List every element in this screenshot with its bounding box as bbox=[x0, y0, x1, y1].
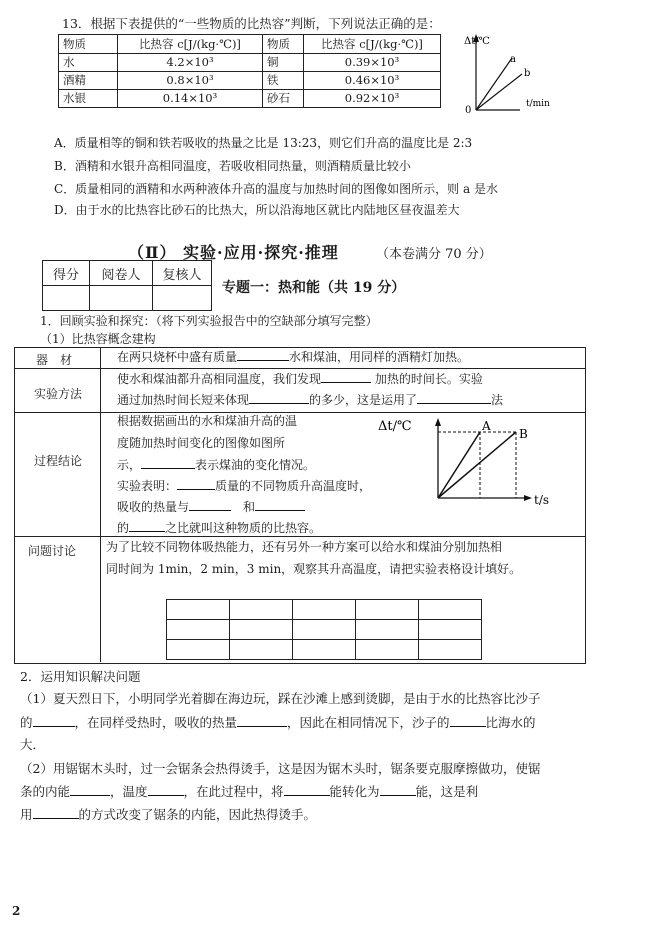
blank-heat-absorbed[interactable] bbox=[249, 391, 309, 404]
table-divider bbox=[14, 412, 585, 413]
design-cell[interactable] bbox=[419, 620, 482, 640]
section-score-note: （本卷满分 70 分） bbox=[376, 247, 492, 262]
conclusion-line-2: 度随加热时间变化的图像如图所 bbox=[117, 436, 286, 450]
graph-label-a: A bbox=[482, 419, 491, 433]
design-cell[interactable] bbox=[356, 620, 419, 640]
table-cell: 4.2×10³ bbox=[118, 54, 263, 72]
blank-internal-energy[interactable] bbox=[70, 783, 110, 796]
equipment-text: 在两只烧杯中盛有质量 水和煤油，用同样的酒精灯加热。 bbox=[117, 350, 470, 364]
table-cell: 酒精 bbox=[59, 72, 118, 90]
design-cell[interactable] bbox=[230, 640, 293, 660]
score-header: 复核人 bbox=[153, 261, 212, 286]
q13-option-b: B．酒精和水银升高相同温度，若吸收相同热量，则酒精质量比较小 bbox=[54, 159, 411, 173]
graph-ylabel: Δt/℃ bbox=[378, 419, 412, 434]
table-header: 物质 bbox=[263, 35, 304, 54]
q13-graph-origin: 0 bbox=[465, 105, 472, 116]
blank-design-table[interactable] bbox=[166, 599, 482, 660]
table-cell: 水 bbox=[59, 54, 118, 72]
part1-heading: 1．回顾实验和探究：（将下列实验报告中的空缺部分填写完整） bbox=[40, 314, 378, 328]
q13-graph-line-a bbox=[476, 58, 512, 110]
table-cell: 铁 bbox=[263, 72, 304, 90]
specific-heat-table bbox=[58, 34, 441, 108]
method-line-2: 通过加热时间长短来体现 的多少，这是运用了 法 bbox=[117, 393, 504, 407]
design-cell[interactable] bbox=[293, 620, 356, 640]
q13-option-c: C．质量相同的酒精和水两种液体升高的温度与加热时间的图像如图所示，则 a 是水 bbox=[54, 182, 498, 196]
row-label-discussion: 问题讨论 bbox=[28, 544, 77, 558]
blank-energy-from[interactable] bbox=[284, 783, 330, 796]
table-cell: 0.46×10³ bbox=[304, 72, 441, 90]
conclusion-line-5: 吸收的热量与 和 bbox=[117, 496, 305, 518]
table-cell: 0.92×10³ bbox=[304, 90, 441, 108]
design-cell[interactable] bbox=[419, 600, 482, 620]
blank-longer-heating[interactable] bbox=[321, 370, 371, 383]
blank-quantity-1[interactable] bbox=[189, 498, 231, 511]
blank-sand-compare[interactable] bbox=[450, 714, 486, 727]
score-box bbox=[42, 260, 212, 311]
design-cell[interactable] bbox=[230, 600, 293, 620]
method-line-1: 使水和煤油都升高相同温度，我们发现 加热的时间长。实验 bbox=[117, 372, 483, 386]
table-header: 比热容 c[J/(kg·℃)] bbox=[304, 35, 441, 54]
blank-unit-mass[interactable] bbox=[177, 477, 215, 490]
blank-quantity-2[interactable] bbox=[255, 498, 305, 511]
design-cell[interactable] bbox=[230, 620, 293, 640]
table-header: 比热容 c[J/(kg·℃)] bbox=[118, 35, 263, 54]
score-header: 得分 bbox=[43, 261, 90, 286]
design-cell[interactable] bbox=[293, 640, 356, 660]
score-cell bbox=[90, 286, 153, 311]
q13-graph-xlabel: t/min bbox=[526, 99, 550, 109]
q13-graph-label-b: b bbox=[524, 68, 531, 79]
q13-option-a: A．质量相等的铜和铁若吸收的热量之比是 13:23，则它们升高的温度比是 2:3 bbox=[54, 136, 473, 150]
graph-label-b: B bbox=[519, 427, 528, 441]
blank-temperature[interactable] bbox=[148, 783, 184, 796]
graph-y-arrow bbox=[435, 418, 441, 426]
part2-heading: 2．运用知识解决问题 bbox=[20, 669, 141, 684]
blank-water-heat-capacity[interactable] bbox=[33, 714, 75, 727]
score-cell bbox=[153, 286, 212, 311]
graph-xlabel: t/s bbox=[534, 493, 550, 507]
graph-line-b bbox=[438, 432, 516, 498]
topic-title: 专题一：热和能（共 19 分） bbox=[222, 280, 406, 296]
section-title: （Ⅱ） 实验·应用·探究·推理 bbox=[128, 243, 339, 262]
graph-line-a bbox=[438, 432, 480, 498]
blank-method[interactable] bbox=[33, 806, 79, 819]
table-header: 物质 bbox=[59, 35, 118, 54]
table-cell: 砂石 bbox=[263, 90, 304, 108]
blank-heat-amount[interactable] bbox=[237, 714, 287, 727]
part1-subheading: （1）比热容概念建构 bbox=[40, 332, 156, 346]
table-divider bbox=[100, 347, 101, 662]
q13-graph bbox=[460, 30, 590, 116]
p1-line-2: 的 ，在同样受热时，吸收的热量 ，因此在相同情况下，沙子的 比海水的 bbox=[20, 715, 536, 730]
table-cell: 铜 bbox=[263, 54, 304, 72]
blank-equal-mass[interactable] bbox=[237, 348, 289, 361]
page-number: 2 bbox=[12, 904, 21, 918]
design-cell[interactable] bbox=[356, 600, 419, 620]
design-cell[interactable] bbox=[167, 620, 230, 640]
discussion-line-2: 同时间为 1min，2 min，3 min，观察其升高温度，请把实验表格设计填好。 bbox=[106, 562, 522, 576]
p2-line-2: 条的内能 ，温度 ，在此过程中，将 能转化为 能，这是利 bbox=[20, 784, 479, 799]
design-cell[interactable] bbox=[167, 600, 230, 620]
design-cell[interactable] bbox=[293, 600, 356, 620]
q13-graph-ylabel: Δt/℃ bbox=[464, 36, 490, 47]
q13-stem: 13．根据下表提供的“一些物质的比热容”判断，下列说法正确的是： bbox=[62, 16, 441, 31]
row-label-conclusion: 过程结论 bbox=[34, 454, 83, 468]
design-cell[interactable] bbox=[167, 640, 230, 660]
table-cell: 水银 bbox=[59, 90, 118, 108]
q13-graph-label-a: a bbox=[510, 54, 516, 65]
score-cell bbox=[43, 286, 90, 311]
table-cell: 0.39×10³ bbox=[304, 54, 441, 72]
blank-method-name[interactable] bbox=[417, 391, 491, 404]
blank-product[interactable] bbox=[129, 519, 165, 532]
design-cell[interactable] bbox=[419, 640, 482, 660]
p1-line-3: 大． bbox=[20, 737, 46, 752]
table-cell: 0.14×10³ bbox=[118, 90, 263, 108]
p2-line-3: 用 的方式改变了锯条的内能，因此热得烫手。 bbox=[20, 807, 317, 822]
blank-kerosene-line[interactable] bbox=[141, 456, 195, 469]
q13-graph-line-b bbox=[476, 74, 522, 110]
conclusion-graph bbox=[378, 416, 558, 516]
conclusion-line-3: 示， 表示煤油的变化情况。 bbox=[117, 458, 316, 472]
conclusion-line-6: 的 之比就叫这种物质的比热容。 bbox=[117, 521, 322, 535]
row-label-equipment: 器 材 bbox=[36, 353, 73, 367]
q13-option-d: D．由于水的比热容比砂石的比热大，所以沿海地区就比内陆地区昼夜温差大 bbox=[54, 203, 460, 217]
blank-energy-to[interactable] bbox=[380, 783, 416, 796]
conclusion-line-4: 实验表明： 质量的不同物质升高温度时， bbox=[117, 479, 372, 493]
score-header: 阅卷人 bbox=[90, 261, 153, 286]
table-cell: 0.8×10³ bbox=[118, 72, 263, 90]
discussion-line-1: 为了比较不同物体吸热能力，还有另外一种方案可以给水和煤油分别加热相 bbox=[106, 540, 503, 554]
p1-line-1: （1）夏天烈日下，小明同学光着脚在海边玩，踩在沙滩上感到烫脚，是由于水的比热容比沙子 bbox=[20, 691, 541, 706]
p2-line-1: （2）用锯锯木头时，过一会锯条会热得烫手，这是因为锯木头时，锯条要克服摩擦做功，使锯 bbox=[20, 761, 541, 776]
graph-x-arrow bbox=[524, 495, 532, 501]
row-label-method: 实验方法 bbox=[34, 387, 83, 401]
conclusion-line-1: 根据数据画出的水和煤油升高的温 bbox=[117, 414, 298, 428]
design-cell[interactable] bbox=[356, 640, 419, 660]
